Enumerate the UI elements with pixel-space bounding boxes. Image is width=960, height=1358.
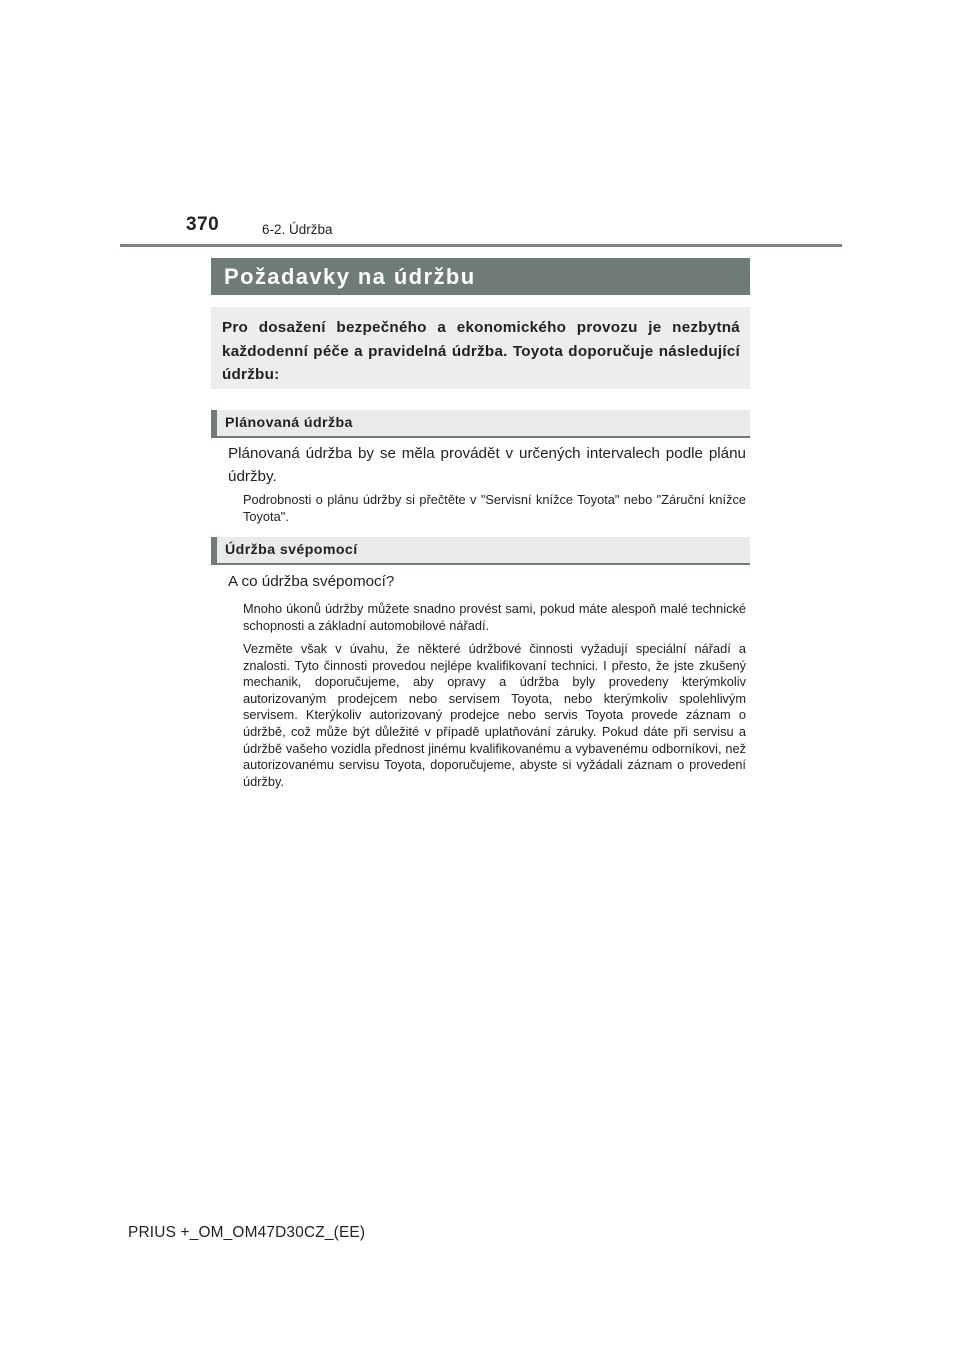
subheading-text: Plánovaná údržba <box>225 415 353 431</box>
section-label: 6-2. Údržba <box>262 222 333 237</box>
scheduled-maintenance-note: Podrobnosti o plánu údržby si přečtěte v "Servisní knížce Toyota" nebo "Záruční knížce Toyota". <box>243 492 746 524</box>
subheading-diy-maintenance <box>211 537 750 565</box>
diy-maintenance-body: A co údržba svépomocí? <box>228 573 395 590</box>
intro-box <box>211 307 750 389</box>
title-bar <box>211 258 750 295</box>
diy-maintenance-note: Vezměte však v úvahu, že některé údržbové činnosti vyžadují speciální nářadí a znalosti. Tyto činnosti provedou nejlépe kvalifikovaní technici. I přesto, že jste zkušený mechanik, doporučujeme, aby opravy a údržba byly provedeny kterýmkoliv autorizovaným prodejcem nebo servisem Toyota, nebo kterýmkoliv spolehlivým servisem. Kterýkoliv autorizovaný prodejce nebo servis Toyota provede záznam o údržbě, což může být důležité v případě uplatňování záruky. Pokud dáte při servisu a údržbě vašeho vozidla přednost jinému kvalifikovanému a vybavenému odborníkovi, než autorizovanému servisu Toyota, doporučujeme, abyste si vyžádali záznam o provedení údržby. <box>243 641 746 789</box>
diy-maintenance-note: Mnoho úkonů údržby můžete snadno provést sami, pokud máte alespoň malé technické schopnosti a základní automobilové nářadí. <box>243 601 746 633</box>
scheduled-maintenance-body: Plánovaná údržba by se měla provádět v určených intervalech podle plánu údržby. <box>228 445 746 485</box>
subheading-text: Údržba svépomocí <box>225 542 358 558</box>
footer-document-code: PRIUS +_OM_OM47D30CZ_(EE) <box>128 1224 366 1241</box>
header-divider <box>120 244 842 247</box>
page-number: 370 <box>186 214 220 235</box>
subheading-scheduled-maintenance <box>211 410 750 438</box>
intro-text: Pro dosažení bezpečného a ekonomického provozu je nezbytná každodenní péče a pravidelná údržba. Toyota doporučuje následující údržbu: <box>222 319 740 383</box>
page-title: Požadavky na údržbu <box>224 263 476 289</box>
